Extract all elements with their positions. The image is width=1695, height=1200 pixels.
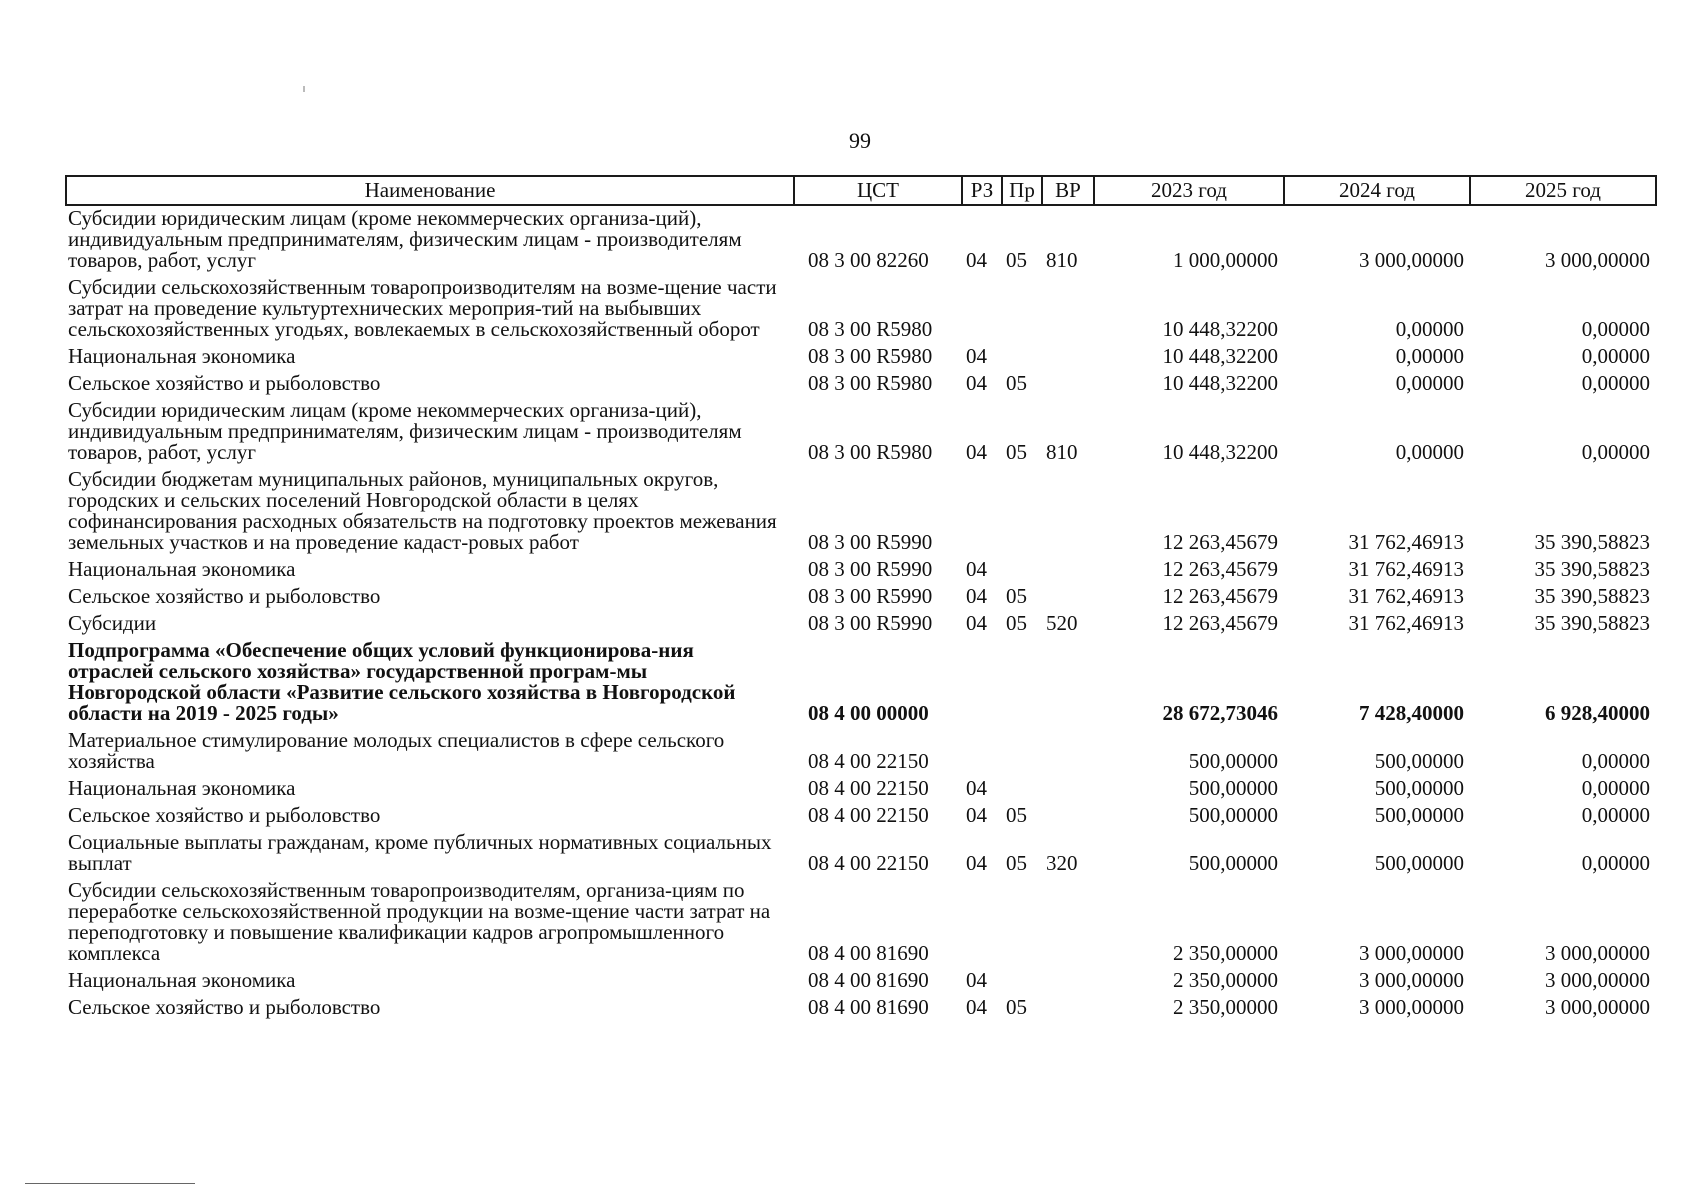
cell-y2024: 500,00000 [1374,776,1464,800]
cell-y2023: 10 448,32200 [1162,371,1278,395]
cell-cst: 08 4 00 22150 [808,749,929,773]
cell-y2025: 0,00000 [1581,371,1650,395]
table-row [66,776,1656,803]
cell-y2024: 7 428,40000 [1359,701,1464,725]
cell-y2025: 3 000,00000 [1545,248,1650,272]
cell-rz [962,638,1002,728]
cell-rz: 04 [966,440,987,464]
cell-vr [1042,584,1094,611]
cell-name: Подпрограмма «Обеспечение общих условий функционирова-ния отраслей сельского хозяйства» государственной програм-мы Новгородской области «Развитие сельского хозяйства в Новгородской области на 2019 - 2025 годы» [68,638,736,725]
cell-y2025: 0,00000 [1581,851,1650,875]
cell-rz: 04 [966,995,987,1019]
cell-rz: 04 [966,248,987,272]
table-row [66,638,1656,728]
header-cst: ЦСТ [794,176,962,205]
cell-y2024: 3 000,00000 [1359,248,1464,272]
table-row [66,830,1656,878]
cell-y2024: 0,00000 [1395,371,1464,395]
cell-cst: 08 4 00 81690 [808,995,929,1019]
cell-rz: 04 [966,344,987,368]
page-rule [25,1183,195,1184]
cell-pr: 05 [1006,584,1027,608]
cell-y2023: 500,00000 [1188,851,1278,875]
cell-name: Материальное стимулирование молодых специалистов в сфере сельского хозяйства [68,728,725,773]
cell-pr [1002,776,1042,803]
cell-y2025: 3 000,00000 [1545,968,1650,992]
cell-y2025: 0,00000 [1581,440,1650,464]
cell-vr [1042,371,1094,398]
cell-cst: 08 4 00 81690 [808,941,929,965]
cell-cst: 08 3 00 R5980 [808,440,933,464]
header-rz: РЗ [962,176,1002,205]
cell-rz: 04 [966,371,987,395]
cell-name: Социальные выплаты гражданам, кроме публичных нормативных социальных выплат [68,830,772,875]
cell-y2024: 500,00000 [1374,851,1464,875]
cell-y2024: 0,00000 [1395,440,1464,464]
table-row [66,557,1656,584]
cell-y2024: 31 762,46913 [1348,557,1464,581]
cell-vr [1042,803,1094,830]
cell-y2023: 28 672,73046 [1162,701,1278,725]
cell-name: Сельское хозяйство и рыболовство [68,995,381,1019]
cell-y2024: 500,00000 [1374,803,1464,827]
cell-name: Сельское хозяйство и рыболовство [68,803,381,827]
cell-y2025: 6 928,40000 [1545,701,1650,725]
cell-name: Субсидии юридическим лицам (кроме некоммерческих организа-ций), индивидуальным предпринимателям, физическим лицам - производителям товаров, работ, услуг [68,206,742,272]
cell-name: Национальная экономика [68,968,296,992]
header-2025: 2025 год [1470,176,1656,205]
cell-rz: 04 [966,776,987,800]
cell-pr: 05 [1006,995,1027,1019]
page-number: 99 [849,128,871,153]
header-vr: ВР [1042,176,1094,205]
cell-vr [1042,878,1094,968]
cell-y2024: 3 000,00000 [1359,968,1464,992]
cell-pr [1002,467,1042,557]
cell-cst: 08 4 00 00000 [808,701,929,725]
cell-y2023: 500,00000 [1188,749,1278,773]
cell-name: Субсидии [68,611,157,635]
cell-pr [1002,878,1042,968]
cell-name: Субсидии сельскохозяйственным товаропроизводителям на возме-щение части затрат на проведение культуртехнических мероприя-тий на выбывших сельскохозяйственных угодьях, вовлекаемых в сельскохозяйственный оборот [68,275,777,341]
table-body [66,205,1656,1022]
cell-y2025: 0,00000 [1581,776,1650,800]
cell-vr [1042,638,1094,728]
cell-vr [1042,995,1094,1022]
cell-rz: 04 [966,611,987,635]
cell-y2025: 0,00000 [1581,344,1650,368]
header-2024: 2024 год [1284,176,1470,205]
cell-name: Сельское хозяйство и рыболовство [68,371,381,395]
cell-y2023: 10 448,32200 [1162,317,1278,341]
cell-name: Субсидии бюджетам муниципальных районов, муниципальных округов, городских и сельских поселений Новгородской области в целях софинансирования расходных обязательств на подготовку проектов межевания земельных участков и на проведение кадаст-ровых работ [68,467,777,554]
cell-pr [1002,638,1042,728]
cell-y2024: 3 000,00000 [1359,995,1464,1019]
table-row [66,344,1656,371]
cell-y2024: 0,00000 [1395,317,1464,341]
cell-y2023: 500,00000 [1188,803,1278,827]
cell-y2025: 35 390,58823 [1534,557,1650,581]
cell-pr [1002,344,1042,371]
cell-rz [962,467,1002,557]
cell-vr: 520 [1046,611,1078,635]
cell-vr: 810 [1046,248,1078,272]
cell-cst: 08 3 00 R5980 [808,371,933,395]
budget-table [65,175,1657,1022]
table-row [66,968,1656,995]
cell-vr [1042,557,1094,584]
cell-y2023: 2 350,00000 [1173,995,1278,1019]
table-row [66,878,1656,968]
cell-cst: 08 3 00 R5980 [808,317,933,341]
cell-vr [1042,968,1094,995]
cell-pr: 05 [1006,371,1027,395]
cell-cst: 08 3 00 R5990 [808,557,933,581]
header-name: Наименование [66,176,794,205]
cell-pr: 05 [1006,248,1027,272]
cell-y2023: 10 448,32200 [1162,440,1278,464]
cell-vr [1042,344,1094,371]
table-header-row [66,176,1656,205]
cell-y2023: 12 263,45679 [1162,557,1278,581]
cell-y2023: 2 350,00000 [1173,941,1278,965]
table-row [66,803,1656,830]
cell-pr [1002,968,1042,995]
table-row [66,275,1656,344]
cell-y2025: 0,00000 [1581,317,1650,341]
cell-y2025: 0,00000 [1581,749,1650,773]
table-row [66,611,1656,638]
cell-pr [1002,557,1042,584]
table-row [66,467,1656,557]
cell-cst: 08 3 00 R5980 [808,344,933,368]
cell-y2025: 35 390,58823 [1534,530,1650,554]
table-row [66,398,1656,467]
cell-cst: 08 4 00 22150 [808,776,929,800]
cell-y2025: 3 000,00000 [1545,941,1650,965]
cell-rz: 04 [966,803,987,827]
cell-y2025: 35 390,58823 [1534,611,1650,635]
cell-vr [1042,776,1094,803]
cell-y2024: 31 762,46913 [1348,584,1464,608]
scan-speck [303,86,305,92]
cell-name: Субсидии юридическим лицам (кроме некоммерческих организа-ций), индивидуальным предпринимателям, физическим лицам - производителям товаров, работ, услуг [68,398,742,464]
cell-rz [962,878,1002,968]
cell-cst: 08 3 00 R5990 [808,611,933,635]
cell-y2023: 12 263,45679 [1162,584,1278,608]
cell-pr: 05 [1006,440,1027,464]
cell-y2023: 2 350,00000 [1173,968,1278,992]
cell-rz: 04 [966,968,987,992]
table-row [66,205,1656,275]
cell-rz [962,275,1002,344]
cell-vr [1042,728,1094,776]
cell-y2024: 0,00000 [1395,344,1464,368]
table-row [66,584,1656,611]
cell-y2023: 10 448,32200 [1162,344,1278,368]
cell-name: Сельское хозяйство и рыболовство [68,584,381,608]
cell-cst: 08 4 00 22150 [808,803,929,827]
cell-y2023: 1 000,00000 [1173,248,1278,272]
cell-rz [962,728,1002,776]
cell-pr: 05 [1006,803,1027,827]
cell-y2023: 12 263,45679 [1162,530,1278,554]
cell-y2024: 31 762,46913 [1348,611,1464,635]
cell-vr: 320 [1046,851,1078,875]
cell-pr [1002,728,1042,776]
cell-pr [1002,275,1042,344]
cell-y2023: 12 263,45679 [1162,611,1278,635]
cell-name: Субсидии сельскохозяйственным товаропроизводителям, организа-циям по переработке сельскохозяйственной продукции на возме-щение части затрат на переподготовку и повышение квалификации кадров агропромышленного комплекса [68,878,771,965]
cell-name: Национальная экономика [68,776,296,800]
cell-cst: 08 3 00 R5990 [808,530,933,554]
header-2023: 2023 год [1094,176,1284,205]
table-row [66,995,1656,1022]
cell-y2025: 35 390,58823 [1534,584,1650,608]
table-row [66,371,1656,398]
cell-y2024: 500,00000 [1374,749,1464,773]
cell-rz: 04 [966,557,987,581]
cell-name: Национальная экономика [68,557,296,581]
cell-rz: 04 [966,851,987,875]
cell-vr [1042,467,1094,557]
cell-y2024: 31 762,46913 [1348,530,1464,554]
cell-cst: 08 3 00 R5990 [808,584,933,608]
cell-y2023: 500,00000 [1188,776,1278,800]
cell-cst: 08 4 00 81690 [808,968,929,992]
cell-rz: 04 [966,584,987,608]
cell-pr: 05 [1006,611,1027,635]
cell-cst: 08 4 00 22150 [808,851,929,875]
cell-y2025: 0,00000 [1581,803,1650,827]
cell-y2025: 3 000,00000 [1545,995,1650,1019]
cell-vr: 810 [1046,440,1078,464]
cell-name: Национальная экономика [68,344,296,368]
header-pr: Пр [1002,176,1042,205]
cell-y2024: 3 000,00000 [1359,941,1464,965]
cell-vr [1042,275,1094,344]
table-row [66,728,1656,776]
cell-cst: 08 3 00 82260 [808,248,929,272]
cell-pr: 05 [1006,851,1027,875]
